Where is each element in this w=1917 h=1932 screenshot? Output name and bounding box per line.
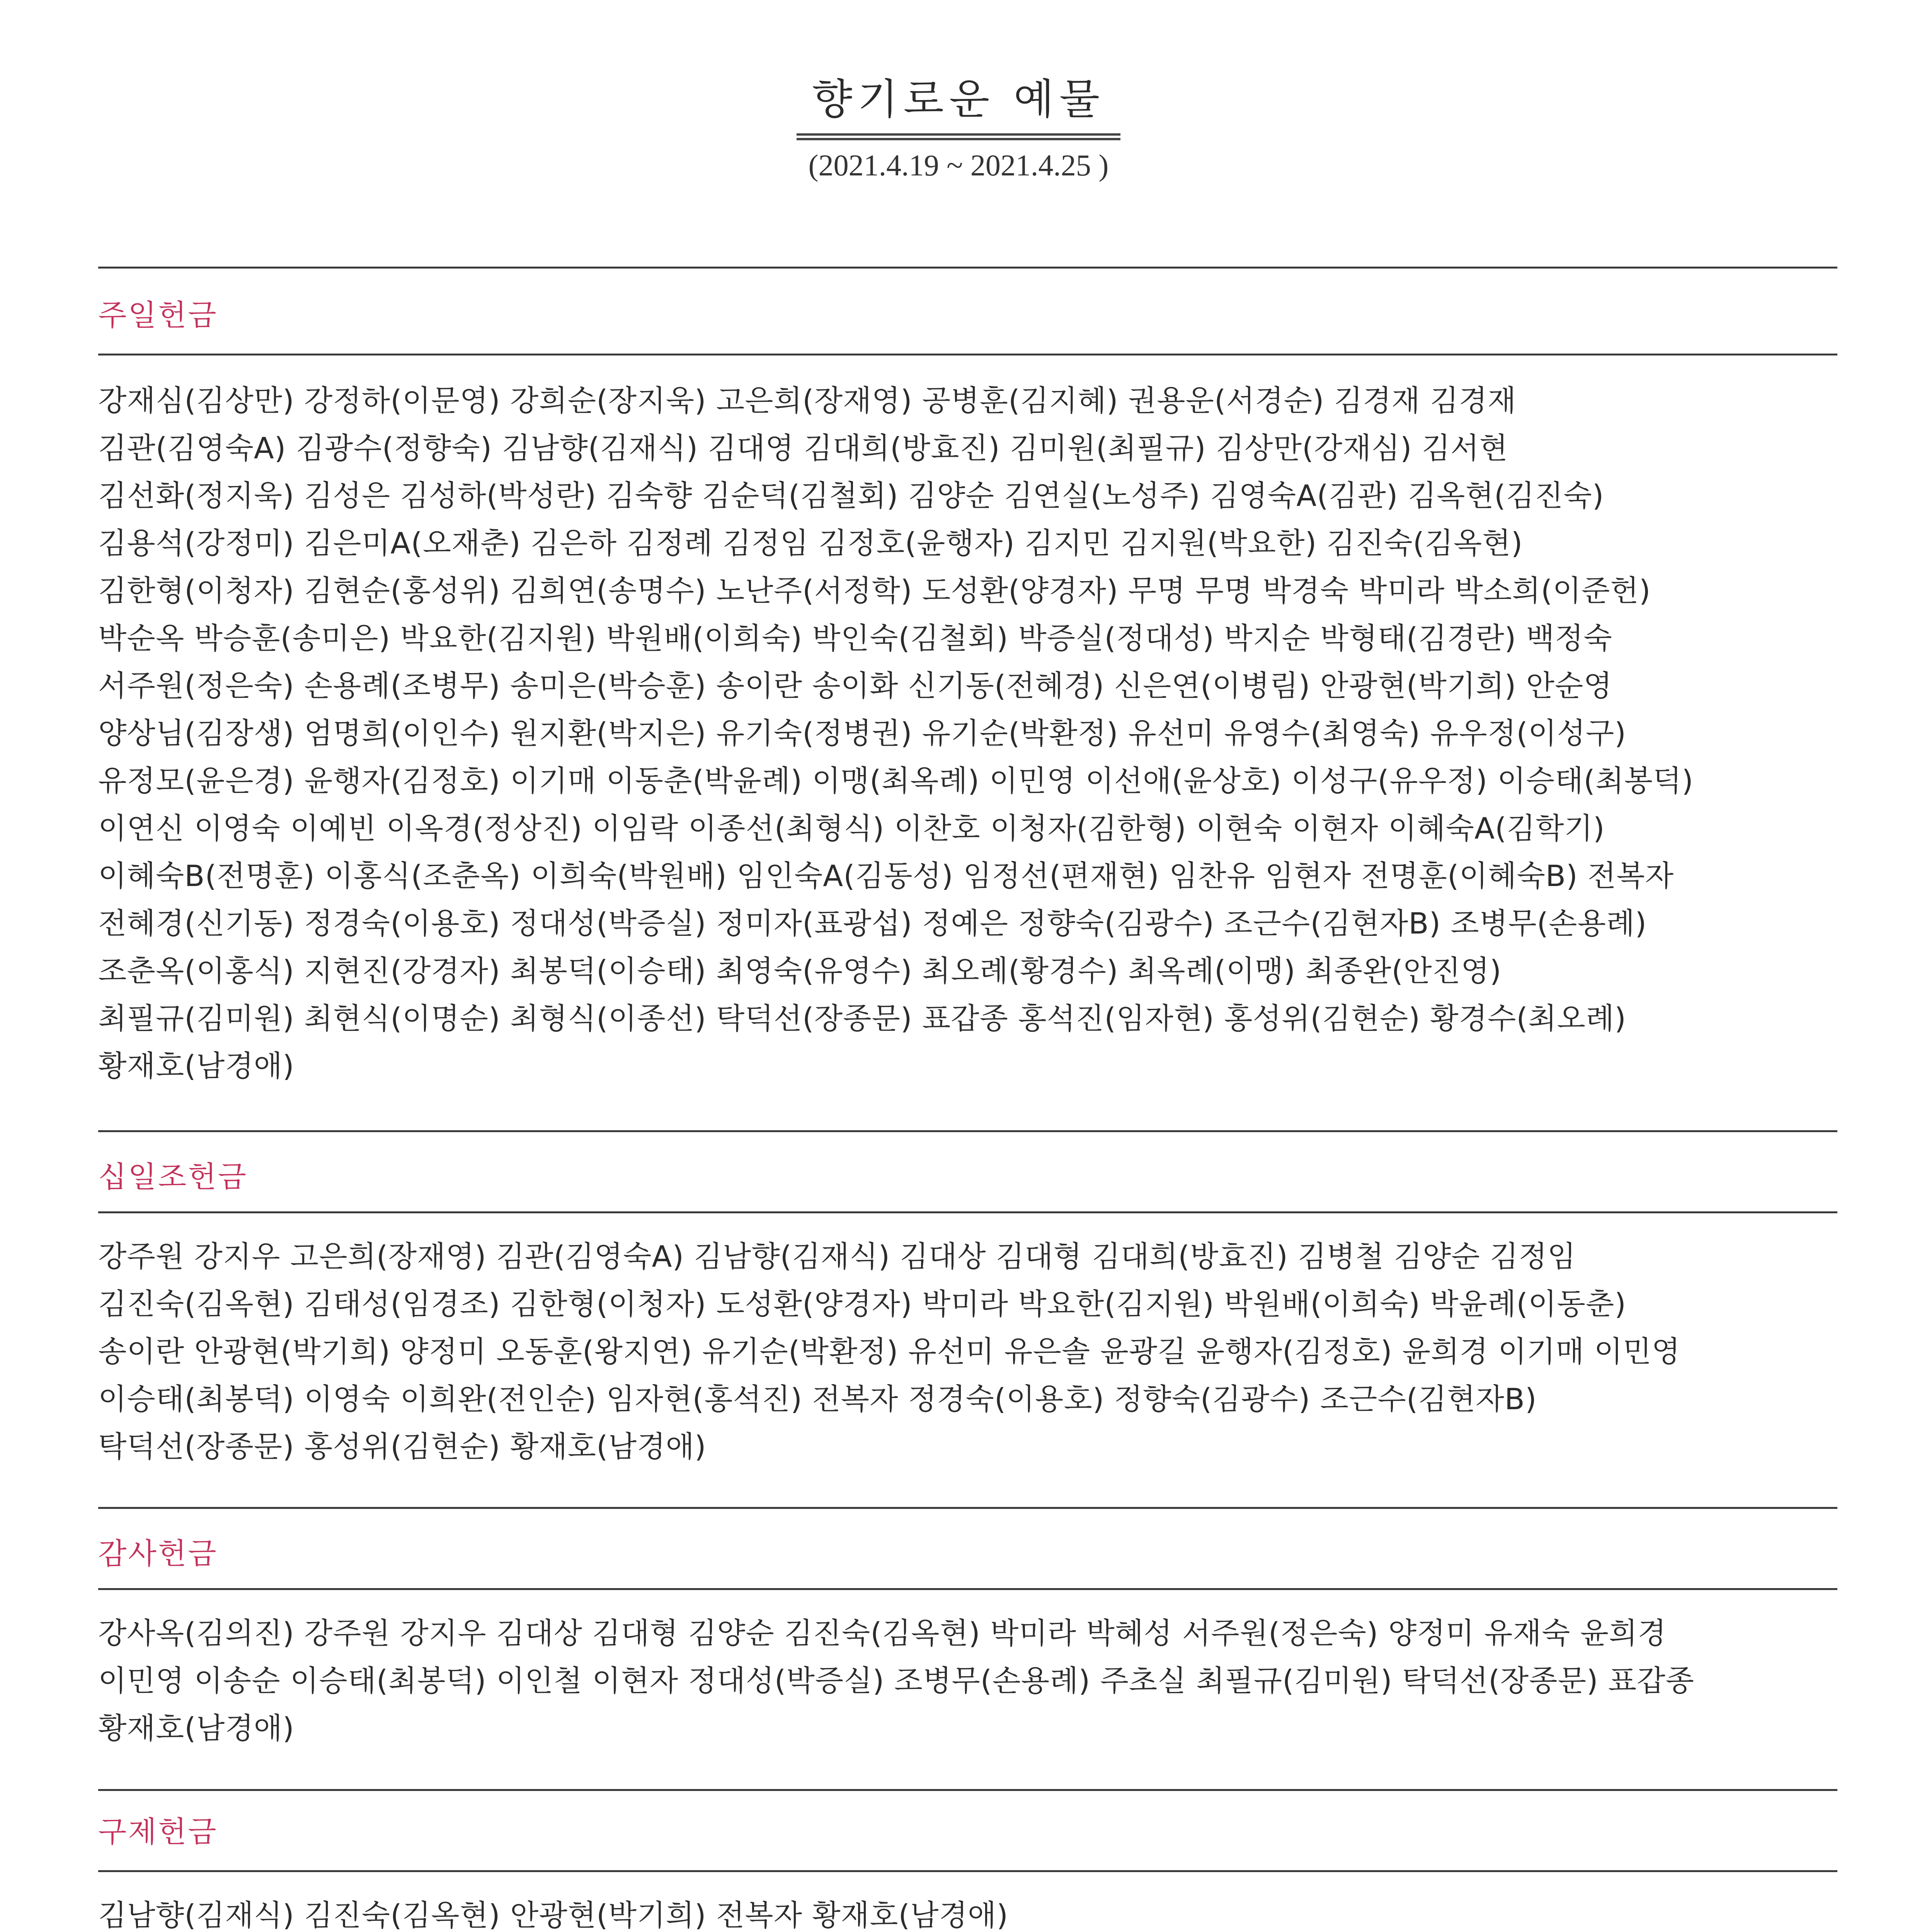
divider — [98, 1789, 1837, 1791]
divider — [98, 267, 1837, 269]
name-line: 강재심(김상만) 강정하(이문영) 강희순(장지욱) 고은희(장재영) 공병훈(김지혜) 권용운(서경순) 김경재 김경재 — [98, 383, 1517, 418]
section-body-thanks — [98, 1609, 1845, 1752]
name-line: 김남향(김재식) 김진숙(김옥현) 안광현(박기희) 전복자 황재호(남경애) — [98, 1898, 1009, 1932]
name-line: 김한형(이청자) 김현순(홍성위) 김희연(송명수) 노난주(서정학) 도성환(양경자) 무명 무명 박경숙 박미라 박소희(이준헌) — [98, 573, 1651, 608]
section-title-tithe: 십일조헌금 — [98, 1160, 248, 1194]
name-line: 김용석(강정미) 김은미A(오재춘) 김은하 김정례 김정임 김정호(윤행자) 김지민 김지원(박요한) 김진숙(김옥현) — [98, 526, 1523, 560]
section-title-thanks: 감사헌금 — [98, 1536, 218, 1571]
name-line: 송이란 안광현(박기희) 양정미 오동훈(왕지연) 유기순(박환정) 유선미 유은솔 윤광길 윤행자(김정호) 윤희경 이기매 이민영 — [98, 1334, 1680, 1369]
section-body-tithe — [98, 1233, 1845, 1470]
date-range: (2021.4.19 ~ 2021.4.25 ) — [808, 148, 1109, 182]
name-line: 김관(김영숙A) 김광수(정향숙) 김남향(김재식) 김대영 김대희(방효진) 김미원(최필규) 김상만(강재심) 김서현 — [98, 431, 1508, 465]
name-line: 강주원 강지우 고은희(장재영) 김관(김영숙A) 김남향(김재식) 김대상 김대형 김대희(방효진) 김병철 김양순 김정임 — [98, 1239, 1577, 1274]
name-line: 서주원(정은숙) 손용례(조병무) 송미은(박승훈) 송이란 송이화 신기동(전혜경) 신은연(이병림) 안광현(박기희) 안순영 — [98, 668, 1612, 703]
name-line: 유정모(윤은경) 윤행자(김정호) 이기매 이동춘(박윤례) 이맹(최옥례) 이민영 이선애(윤상호) 이성구(유우정) 이승태(최봉덕) — [98, 764, 1694, 798]
section-title-sunday: 주일헌금 — [98, 298, 218, 332]
section-body-sunday — [98, 377, 1845, 1090]
page-title: 향기로운 예물 — [797, 66, 1120, 140]
divider — [98, 1588, 1837, 1590]
divider — [98, 1130, 1837, 1132]
name-line: 강사옥(김의진) 강주원 강지우 김대상 김대형 김양순 김진숙(김옥현) 박미라 박혜성 서주원(정은숙) 양정미 유재숙 윤희경 — [98, 1616, 1667, 1650]
name-line: 전혜경(신기동) 정경숙(이용호) 정대성(박증실) 정미자(표광섭) 정예은 정향숙(김광수) 조근수(김현자B) 조병무(손용례) — [98, 906, 1647, 940]
name-line: 최필규(김미원) 최현식(이명순) 최형식(이종선) 탁덕선(장종문) 표갑종 홍석진(임자현) 홍성위(김현순) 황경수(최오례) — [98, 1001, 1626, 1036]
name-line: 이연신 이영숙 이예빈 이옥경(정상진) 이임락 이종선(최형식) 이찬호 이청자(김한형) 이현숙 이현자 이혜숙A(김학기) — [98, 811, 1605, 845]
name-line: 이민영 이송순 이승태(최봉덕) 이인철 이현자 정대성(박증실) 조병무(손용례) 주초실 최필규(김미원) 탁덕선(장종문) 표갑종 — [98, 1663, 1695, 1698]
section-title-relief: 구제헌금 — [98, 1815, 218, 1849]
section-body-relief — [98, 1891, 1845, 1932]
name-line: 박순옥 박승훈(송미은) 박요한(김지원) 박원배(이희숙) 박인숙(김철회) 박증실(정대성) 박지순 박형태(김경란) 백정숙 — [98, 621, 1612, 655]
name-line: 조춘옥(이홍식) 지현진(강경자) 최봉덕(이승태) 최영숙(유영수) 최오례(황경수) 최옥례(이맹) 최종완(안진영) — [98, 954, 1502, 988]
name-line: 이승태(최봉덕) 이영숙 이희완(전인순) 임자현(홍석진) 전복자 정경숙(이용호) 정향숙(김광수) 조근수(김현자B) — [98, 1382, 1537, 1416]
name-line: 김선화(정지욱) 김성은 김성하(박성란) 김숙향 김순덕(김철회) 김양순 김연실(노성주) 김영숙A(김관) 김옥현(김진숙) — [98, 478, 1604, 513]
divider — [98, 1211, 1837, 1213]
divider — [98, 1870, 1837, 1872]
name-line: 이혜숙B(전명훈) 이홍식(조춘옥) 이희숙(박원배) 임인숙A(김동성) 임정선(편재현) 임찬유 임현자 전명훈(이혜숙B) 전복자 — [98, 859, 1674, 893]
divider — [98, 354, 1837, 355]
name-line: 탁덕선(장종문) 홍성위(김현순) 황재호(남경애) — [98, 1429, 707, 1464]
name-line: 황재호(남경애) — [98, 1049, 295, 1083]
name-line: 황재호(남경애) — [98, 1711, 295, 1745]
header — [0, 66, 1917, 183]
divider — [98, 1507, 1837, 1509]
name-line: 양상님(김장생) 엄명희(이인수) 원지환(박지은) 유기숙(정병권) 유기순(박환정) 유선미 유영수(최영숙) 유우정(이성구) — [98, 716, 1626, 750]
name-line: 김진숙(김옥현) 김태성(임경조) 김한형(이청자) 도성환(양경자) 박미라 박요한(김지원) 박원배(이희숙) 박윤례(이동춘) — [98, 1287, 1626, 1321]
